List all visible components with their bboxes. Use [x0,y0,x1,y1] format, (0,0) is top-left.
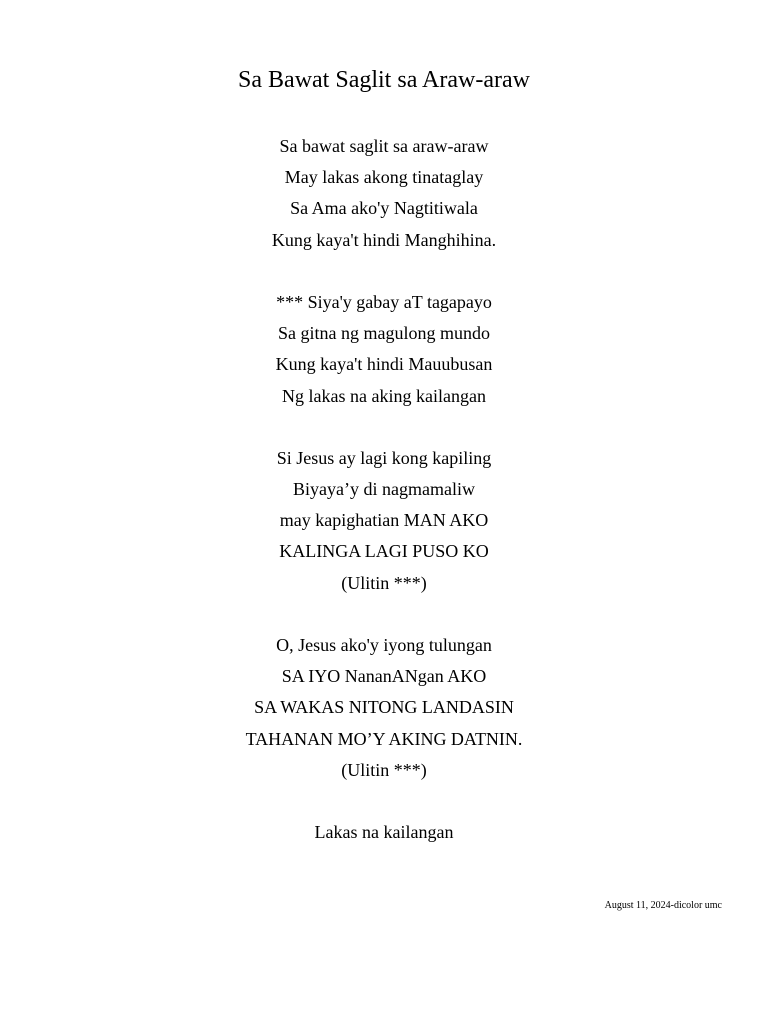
stanza-4 [0,630,768,786]
lyric-line: may kapighatian MAN AKO [279,510,489,531]
stanza-spacer [0,599,768,630]
stanza-spacer [0,412,768,443]
lyric-line: Si Jesus ay lagi kong kapiling [276,447,492,468]
stanza-2 [0,287,768,412]
lyric-line: KALINGA LAGI PUSO KO [279,541,489,562]
lyric-line: Sa Ama ako'y Nagtitiwala [290,198,478,219]
page-title: Sa Bawat Saglit sa Araw-araw [238,67,530,93]
lyric-line: Ng lakas na aking kailangan [282,385,486,406]
lyric-line: SA WAKAS NITONG LANDASIN [254,697,514,718]
lyric-line: (Ulitin ***) [341,759,427,780]
lyric-line: Biyaya’y di nagmamaliw [293,479,475,500]
lyric-line: Kung kaya't hindi Manghihina. [271,229,497,250]
footer-date-note: August 11, 2024-dicolor umc [604,900,722,911]
stanza-spacer [0,786,768,817]
lyric-line: Sa gitna ng magulong mundo [278,323,490,344]
lyrics-body [0,131,768,848]
stanza-spacer [0,256,768,287]
lyric-line: SA IYO NananANgan AKO [281,666,487,687]
lyric-line: *** Siya'y gabay aT tagapayo [276,291,492,312]
lyric-line: TAHANAN MO’Y AKING DATNIN. [245,728,523,749]
stanza-3 [0,443,768,599]
lyric-line: Kung kaya't hindi Mauubusan [275,354,493,375]
lyric-line: Sa bawat saglit sa araw-araw [279,136,489,156]
stanza-1 [0,131,768,256]
lyric-line: Lakas na kailangan [314,822,454,843]
lyric-line: O, Jesus ako'y iyong tulungan [276,635,492,655]
lyric-line: (Ulitin ***) [341,572,427,593]
lyric-line: May lakas akong tinataglay [284,167,484,188]
stanza-5 [0,817,768,848]
